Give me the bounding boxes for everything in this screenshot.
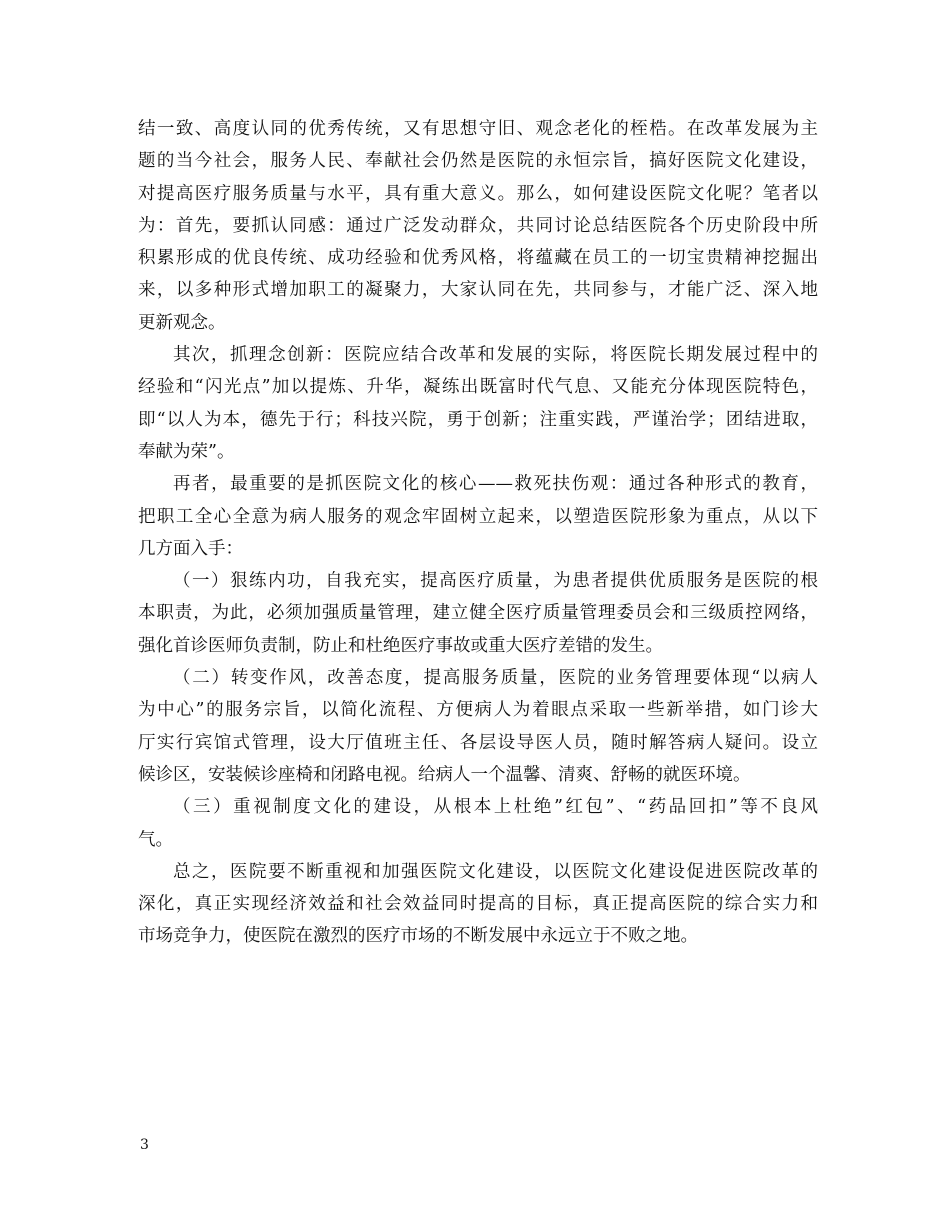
paragraph-3-line-2: 把职工全心全意为病人服务的观念牢固树立起来，以塑造医院形象为重点，从以下 xyxy=(138,506,818,527)
paragraph-7-line-3: 市场竞争力，使医院在激烈的医疗市场的不断发展中永远立于不败之地。 xyxy=(138,926,698,947)
body-text xyxy=(138,113,818,953)
paragraph-4-line-2: 本职责，为此，必须加强质量管理，建立健全医疗质量管理委员会和三级质控网络， xyxy=(138,603,818,624)
paragraph-5-line-2: 为中心”的服务宗旨，以简化流程、方便病人为着眼点采取一些新举措，如门诊大 xyxy=(138,700,818,721)
paragraph-2-line-4: 奉献为荣”。 xyxy=(138,441,235,462)
paragraph-3-line-1: 再者，最重要的是抓医院文化的核心——救死扶伤观：通过各种形式的教育， xyxy=(173,474,818,495)
paragraph-1-line-4: 为：首先，要抓认同感：通过广泛发动群众，共同讨论总结医院各个历史阶段中所 xyxy=(138,215,818,236)
paragraph-6-line-2: 气。 xyxy=(138,829,173,850)
paragraph-3-line-3: 几方面入手： xyxy=(138,538,243,559)
paragraph-2-line-2: 经验和“闪光点”加以提炼、升华，凝练出既富时代气息、又能充分体现医院特色， xyxy=(138,377,818,398)
paragraph-1-line-1: 结一致、高度认同的优秀传统，又有思想守旧、观念老化的桎梏。在改革发展为主 xyxy=(138,119,818,139)
paragraph-5-line-4: 候诊区，安装候诊座椅和闭路电视。给病人一个温馨、清爽、舒畅的就医环境。 xyxy=(138,764,751,785)
paragraph-1-line-3: 对提高医疗服务质量与水平，具有重大意义。那么，如何建设医院文化呢？笔者以 xyxy=(138,183,818,204)
paragraph-7-line-2: 深化，真正实现经济效益和社会效益同时提高的目标，真正提高医院的综合实力和 xyxy=(138,894,818,915)
paragraph-1-line-6: 来，以多种形式增加职工的凝聚力，大家认同在先，共同参与，才能广泛、深入地 xyxy=(138,280,818,301)
paragraph-7-line-1: 总之，医院要不断重视和加强医院文化建设，以医院文化建设促进医院改革的 xyxy=(173,861,818,882)
page-number: 3 xyxy=(140,1137,149,1153)
paragraph-1-line-5: 积累形成的优良传统、成功经验和优秀风格，将蕴藏在员工的一切宝贵精神挖掘出 xyxy=(138,248,818,269)
paragraph-1-line-7: 更新观念。 xyxy=(138,312,226,333)
paragraph-4-line-3: 强化首诊医师负责制，防止和杜绝医疗事故或重大医疗差错的发生。 xyxy=(138,635,663,656)
paragraph-6-line-1: （三）重视制度文化的建设，从根本上杜绝”红包”、“药品回扣”等不良风 xyxy=(173,797,818,818)
paragraph-2-line-1: 其次，抓理念创新：医院应结合改革和发展的实际，将医院长期发展过程中的 xyxy=(173,345,818,366)
paragraph-5-line-3: 厅实行宾馆式管理，设大厅值班主任、各层设导医人员，随时解答病人疑问。设立 xyxy=(138,732,818,753)
paragraph-5-line-1: （二）转变作风，改善态度，提高服务质量，医院的业务管理要体现“以病人 xyxy=(173,668,818,689)
paragraph-4-line-1: （一）狠练内功，自我充实，提高医疗质量，为患者提供优质服务是医院的根 xyxy=(173,571,818,592)
paragraph-2-line-3: 即“以人为本，德先于行；科技兴院，勇于创新；注重实践，严谨治学；团结进取， xyxy=(138,409,818,430)
paragraph-1-line-2: 题的当今社会，服务人民、奉献社会仍然是医院的永恒宗旨，搞好医院文化建设， xyxy=(138,151,818,172)
